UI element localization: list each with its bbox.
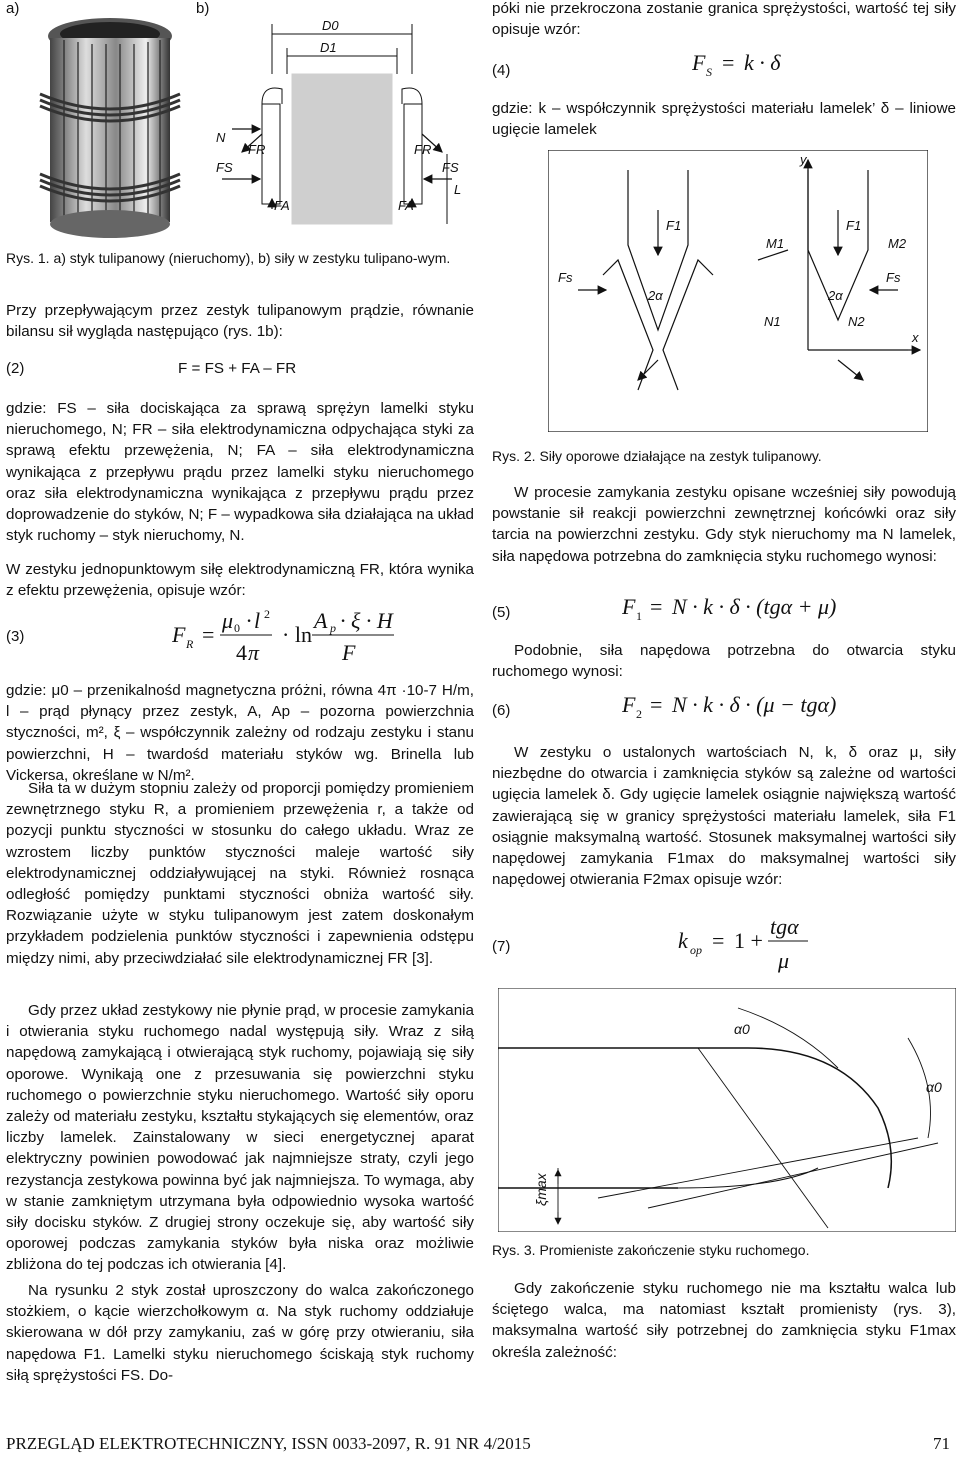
equation-5-number: (5)	[492, 604, 511, 621]
svg-text:k · δ: k · δ	[744, 50, 781, 75]
svg-text:=: =	[712, 928, 725, 953]
paragraph-figure-2-description: Na rysunku 2 styk został uproszczony do walca zakończonego stożkiem, o kącie wierzchołkowym α. Na styk ruchomy oddziałuje skierowana w dół przy zamykaniu, zaś w górę przy otwieraniu, siła napędowa F1. Lamelki styku nieruchomego ściskają styk ruchomy siłą sprężystości FS. Do-	[6, 1282, 474, 1384]
paragraph-force-proportion: Siła ta w dużym stopniu zależy od proporcji pomiędzy promieniem zewnętrznego styku R, a promieniem przewężenia r, a także od pozycji punktu styczności w stosunku do całego układu. Wraz ze wzrostem liczby punktów styczności maleje wartość siły elektrodynamicznej oddziaływującej na styki. Również rosnąca odległość pomiędzy punktami styczności obniża wartość siły. Rozwiązanie użyte w styku tulipanowym jest zatem doskonałym przykładem podzielenia punktów styczności i zapewnienia odstępu między nimi, aby przeciwdziałać sile elektrodynamicznej FR [3].	[6, 780, 474, 967]
svg-text:·: ·	[246, 608, 252, 633]
svg-text:2: 2	[636, 707, 642, 721]
svg-text:F: F	[172, 622, 186, 647]
svg-text:· ξ · H: · ξ · H	[340, 608, 393, 633]
paragraph-where-mu: gdzie: μ0 – przenikalnośd magnetyczna próżni, równa 4π ·10-7 H/m, l – prąd płynący przez zestyk, A, Ap – pozorna powierzchnia styczności, m², ξ – współczynnik zależny od rodzaju zestyku i stanu powierzchni, H – twardośd materiału styków wg. Brinella lub Vickersa, określane w N/m².	[6, 682, 474, 784]
tulip-contact-photo	[30, 14, 190, 242]
label-alpha0-right: α0	[926, 1079, 942, 1095]
figure-1-label-a: a)	[6, 0, 20, 17]
label-x: x	[912, 330, 919, 345]
label-fa-right: FA	[398, 198, 414, 213]
label-fa-left: FA	[274, 198, 290, 213]
svg-text:F: F	[342, 640, 356, 664]
equation-7-number: (7)	[492, 938, 511, 955]
svg-text:μ: μ	[778, 948, 790, 973]
paragraph-radial-tip: Gdy zakończenie styku ruchomego nie ma kształtu walca lub ściętego walca, ma natomiast kształt promienisty (rys. 3), maksymalna wartość siły potrzebnej do zamknięcia styku F1max określa zależność:	[492, 1280, 956, 1361]
svg-text:R: R	[186, 637, 194, 651]
svg-text:p: p	[330, 621, 336, 635]
label-d0: D0	[322, 18, 339, 33]
label-fr-left: FR	[248, 142, 266, 157]
equation-2: F = FS + FA – FR	[178, 360, 297, 377]
equation-5-formula	[622, 592, 862, 626]
label-f1-left: F1	[666, 218, 682, 233]
label-fs-left: FS	[216, 160, 233, 175]
figure-1b-schematic	[202, 14, 474, 242]
paragraph-single-point: W zestyku jednopunktowym siłę elektrodynamiczną FR, która wynika z efektu przewężenia, opisuje wzór:	[6, 561, 474, 600]
paragraph-opening-force: Podobnie, siła napędowa potrzebna do otwarcia styku ruchomego wynosi:	[492, 642, 956, 681]
equation-6-number: (6)	[492, 702, 511, 719]
label-fs-right: FS	[442, 160, 459, 175]
label-n: N	[216, 130, 226, 145]
label-y: y	[800, 152, 807, 167]
label-m2: M2	[888, 236, 907, 251]
equation-3-number: (3)	[6, 628, 25, 645]
label-alpha0-top: α0	[734, 1021, 750, 1037]
page-footer	[6, 1434, 958, 1454]
svg-text:1: 1	[636, 609, 642, 623]
label-f1-right: F1	[846, 218, 862, 233]
svg-text:tgα: tgα	[770, 914, 799, 939]
paragraph-where-fs: gdzie: FS – siła dociskająca za sprawą sprężyn lamelki styku nieruchomego, N; FR – siła elektrodynamiczna odpychająca styki za sprawą efektu przewężenia, N; FA – siła elektrodynamiczna wynikająca z przepływu prądu przez lamelki styku nieruchomego oraz siła elektrodynamiczna wynikająca z przepływu prądu przez doprowadzenie do styków, N; F – wypadkowa siła działająca na układ styk ruchomy – styk nieruchomy, N.	[6, 400, 474, 545]
label-fs-left: Fs	[558, 270, 573, 285]
paragraph-elasticity: póki nie przekroczona zostanie granica sprężystości, wartość tej siły opisuje wzór:	[492, 0, 956, 39]
paragraph-balance: Przy przepływającym przez zestyk tulipanowym prądzie, równanie bilansu sił wygląda następująco (rys. 1b):	[6, 302, 474, 341]
svg-text:k: k	[678, 928, 688, 953]
svg-text:F: F	[622, 594, 636, 619]
svg-text:0: 0	[234, 621, 240, 635]
label-fs-right: Fs	[886, 270, 901, 285]
label-2alpha-left: 2α	[648, 288, 663, 303]
svg-text:N · k · δ · (tgα + μ): N · k · δ · (tgα + μ)	[672, 594, 837, 619]
equation-7-formula	[678, 910, 818, 976]
paragraph-fixed-values: W zestyku o ustalonych wartościach N, k, δ oraz μ, siły niezbędne do otwarcia i zamknięcia styków są zależne od wartości ugięcia lamelek δ. Gdy ugięcie lamelek osiągnie największą wartość zawierającą się w granicy sprężystości materiału lamelek, siła F1 osiągnie maksymalną wartość. Stosunek maksymalnej wartości siły napędowej zamykania F1max do maksymalnej wartości siły napędowej otwierania F2max opisuje wzór:	[492, 744, 956, 889]
equation-4-number: (4)	[492, 62, 511, 79]
equation-4-formula	[692, 48, 812, 82]
svg-text:2: 2	[264, 607, 270, 621]
svg-text:=: =	[650, 594, 663, 619]
svg-text:=: =	[722, 50, 735, 75]
label-2alpha-right: 2α	[828, 288, 843, 303]
svg-text:· ln: · ln	[282, 622, 312, 647]
svg-text:l: l	[254, 608, 261, 633]
page-number: 71	[933, 1434, 950, 1453]
paragraph-where-k: gdzie: k – współczynnik sprężystości materiału lamelek’ δ – liniowe ugięcie lamelek	[492, 100, 956, 139]
label-l: L	[454, 182, 462, 197]
paragraph-closing-process: W procesie zamykania zestyku opisane wcześniej siły powodują powstanie sił reakcji powierzchni zewnętrznej końcówki oraz siły tarcia na powierzchni zestyku. Gdy styk nieruchomy ma N lamelek, siła napędowa potrzebna do zamknięcia styku ruchomego wynosi:	[492, 484, 956, 565]
label-n2: N2	[848, 314, 865, 329]
equation-2-number: (2)	[6, 360, 25, 377]
figure-3-caption: Rys. 3. Promieniste zakończenie styku ruchomego.	[492, 1242, 810, 1258]
svg-text:=: =	[202, 622, 215, 647]
svg-text:=: =	[650, 692, 663, 717]
svg-text:4: 4	[236, 640, 247, 664]
paragraph-no-current: Gdy przez układ zestykowy nie płynie prąd, w procesie zamykania i otwierania styku ruchomego nadal występują siły. Wraz z siłą napędową zamykającą i otwierającą styk ruchomy, pojawiają się siły oporowe. Wynikają one z przesuwania się powierzchni styku ruchomego o powierzchnie styku nieruchomego. Wartość siły oporu zależy od materiału zestyku, kształtu stykających się elementów, oraz liczby lamelek. Zainstalowany w sieci energetycznej aparat elektryczny powinien powodować jak najmniejsze straty, czyli jego rezystancja zestykowa powinna być jak najmniejsza. To wymaga, aby w stanie zamkniętym utrzymana była odpowiednio wysoka wartość siły docisku styków. Z drugiej strony oczekuje się, aby wartość siły oporowej podczas zamykania styków była niska oraz możliwie zbliżona do tej podczas ich otwierania [4].	[6, 1002, 474, 1274]
svg-text:N · k · δ · (μ − tgα): N · k · δ · (μ − tgα)	[672, 692, 837, 717]
label-m1: M1	[766, 236, 785, 251]
svg-text:op: op	[690, 943, 702, 957]
figure-1	[6, 0, 474, 248]
equation-3-formula	[172, 604, 402, 664]
svg-text:S: S	[706, 65, 712, 79]
figure-1-caption: Rys. 1. a) styk tulipanowy (nieruchomy), b) siły w zestyku tulipano-wym.	[6, 250, 451, 266]
svg-text:A: A	[314, 608, 328, 633]
svg-text:1 +: 1 +	[734, 928, 763, 953]
label-xi-max: ξmax	[533, 1173, 549, 1206]
equation-6-formula	[622, 690, 862, 724]
figure-2-forces	[548, 150, 928, 432]
svg-text:μ: μ	[222, 608, 234, 633]
label-d1: D1	[320, 40, 337, 55]
label-n1: N1	[764, 314, 781, 329]
svg-text:F: F	[692, 50, 706, 75]
figure-3-radial-tip	[498, 988, 956, 1232]
svg-text:π: π	[248, 640, 260, 664]
label-fr-right: FR	[414, 142, 432, 157]
figure-2-caption: Rys. 2. Siły oporowe działające na zestyk tulipanowy.	[492, 448, 822, 464]
svg-text:F: F	[622, 692, 636, 717]
figure-1-label-b: b)	[196, 0, 210, 17]
journal-info: PRZEGLĄD ELEKTROTECHNICZNY, ISSN 0033-2097, R. 91 NR 4/2015	[6, 1434, 531, 1453]
